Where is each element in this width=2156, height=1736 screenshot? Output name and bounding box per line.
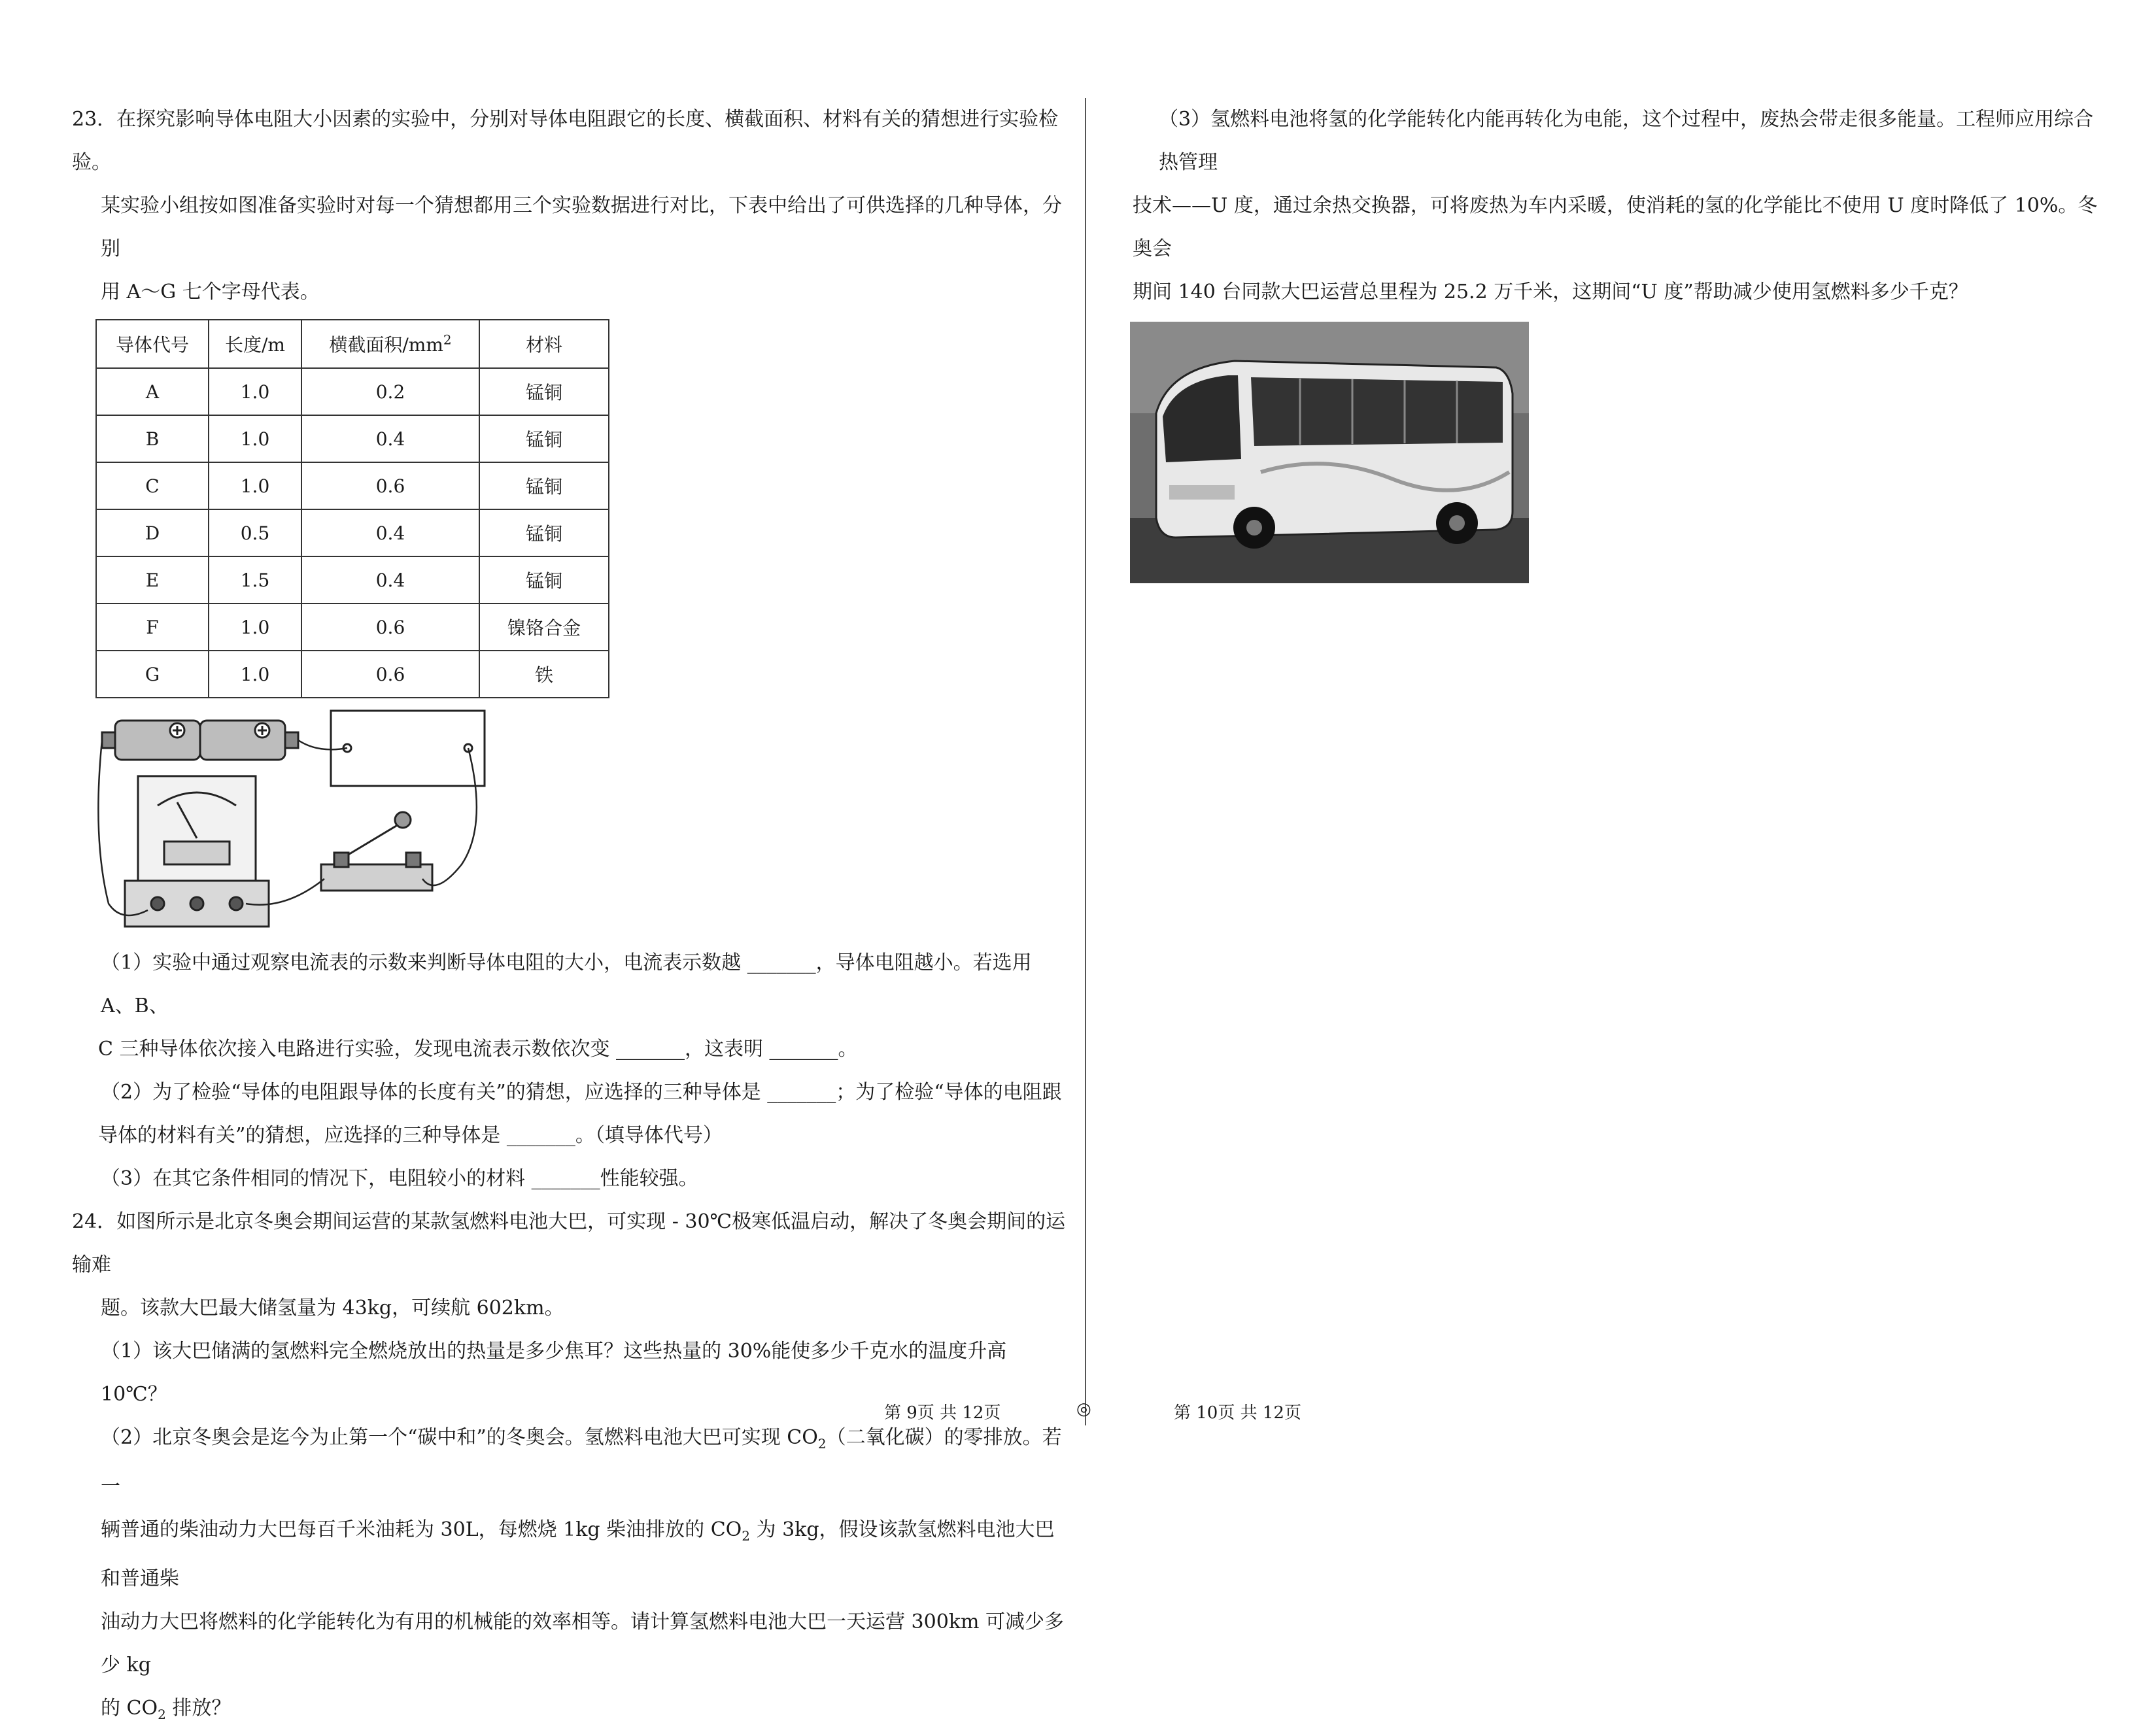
table-row [96,415,609,462]
table-cell: 锰铜 [479,462,609,509]
subscript: 2 [742,1528,750,1544]
table-cell: 1.0 [209,368,301,415]
q24-sub-2c: 油动力大巴将燃料的化学能转化为有用的机械能的效率相等。请计算氢燃料电池大巴一天运营 300km 可减少多少 kg [101,1610,1064,1676]
table-row [96,556,609,604]
subscript: 2 [817,1436,827,1452]
q23-sub-2b: 导体的材料有关”的猜想，应选择的三种导体是 _______。（填导体代号） [98,1124,723,1147]
q23-sub-2a: （2）为了检验“导体的电阻跟导体的长度有关”的猜想，应选择的三种导体是 _______；为了检验“导体的电阻跟 [101,1081,1062,1104]
q24-sub-3c: 期间 140 台同款大巴运营总里程为 25.2 万千米，这期间“U 度”帮助减少使用氢燃料多少千克？ [1133,281,1968,303]
q23-sub-3: （3）在其它条件相同的情况下，电阻较小的材料 _______性能较强。 [101,1167,698,1190]
subscript: 2 [158,1707,166,1722]
table-cell: 锰铜 [479,368,609,415]
text: （二氧化碳）的零排放。若一 [101,1426,1062,1498]
table-cell: 0.4 [301,415,479,462]
table-cell: 锰铜 [479,556,609,604]
table-row [96,509,609,556]
table-cell: 1.0 [209,462,301,509]
table-header-text: 横截面积/mm [329,334,443,356]
page-number-right: 第 10页 共 12页 [1174,1403,1301,1423]
q24-sub-3a: （3）氢燃料电池将氢的化学能转化内能再转化为电能，这个过程中，废热会带走很多能量。工程师应用综合热管理 [1159,108,2094,174]
table-row [96,462,609,509]
bus-icon [1156,361,1513,549]
switch [321,812,432,891]
text: （2）北京冬奥会是迄今为止第一个“碳中和”的冬奥会。氢燃料电池大巴可实现 CO [101,1426,818,1449]
table-cell: 镍铬合金 [479,604,609,651]
battery-pack [102,721,298,760]
text: 为 3kg，假设该款氢燃料电池大巴和普通柴 [101,1518,1055,1590]
q23-sub-1b: C 三种导体依次接入电路进行实验，发现电流表示数依次变 _______，这表明 _______。 [98,1038,858,1061]
q24-sub-2b [72,1508,1066,1601]
table-cell: 锰铜 [479,509,609,556]
circuit-diagram [95,707,514,936]
table-cell: A [96,368,209,415]
text: 的 CO [101,1697,158,1720]
table-cell: 1.0 [209,415,301,462]
table-cell: 1.5 [209,556,301,604]
q24-sub-2a [72,1416,1066,1508]
superscript: 2 [443,332,452,348]
table-cell: 锰铜 [479,415,609,462]
page-divider [1085,98,1086,1425]
q24-sub-2d [72,1687,1066,1736]
right-page [1130,98,2098,583]
table-cell: G [96,651,209,698]
table-row [96,604,609,651]
q23-line-3: 用 A～G 七个字母代表。 [101,281,320,303]
table-header: 导体代号 [96,320,209,368]
q23-line-2: 某实验小组按如图准备实验时对每一个猜想都用三个实验数据进行对比，下表中给出了可供选择的几种导体，分别 [101,194,1062,260]
table-cell: 0.6 [301,604,479,651]
q24-line-1: 24．如图所示是北京冬奥会期间运营的某款氢燃料电池大巴，可实现 - 30℃极寒低温启动，解决了冬奥会期间的运输难 [72,1210,1066,1276]
table-cell: 0.5 [209,509,301,556]
table-header: 长度/m [209,320,301,368]
q23-sub-1a: （1）实验中通过观察电流表的示数来判断导体电阻的大小，电流表示数越 _______，导体电阻越小。若选用 A、B、 [101,951,1032,1017]
table-cell: C [96,462,209,509]
table-cell: 铁 [479,651,609,698]
table-cell: 0.4 [301,556,479,604]
table-cell: 0.2 [301,368,479,415]
table-header [301,320,479,368]
text: 排放？ [165,1697,231,1720]
table-cell: F [96,604,209,651]
table-row [96,368,609,415]
table-cell: 0.6 [301,462,479,509]
conductor-board [331,711,485,786]
bus-photo [1130,322,1529,583]
q24-line-2: 题。该款大巴最大储氢量为 43kg，可续航 602km。 [101,1297,564,1319]
table-cell: 1.0 [209,604,301,651]
table-cell: 0.6 [301,651,479,698]
q24-sub-3b: 技术——U 度，通过余热交换器，可将废热为车内采暖，使消耗的氢的化学能比不使用 U 度时降低了 10%。冬奥会 [1133,194,2098,260]
table-row [96,651,609,698]
table-cell: E [96,556,209,604]
q23-line-1: 23．在探究影响导体电阻大小因素的实验中，分别对导体电阻跟它的长度、横截面积、材料有关的猜想进行实验检验。 [72,108,1059,174]
table-cell: B [96,415,209,462]
table-header-row [96,320,609,368]
center-mark: ◎ [1076,1399,1091,1419]
conductor-table [95,319,609,698]
table-header: 材料 [479,320,609,368]
text: 辆普通的柴油动力大巴每百千米油耗为 30L，每燃烧 1kg 柴油排放的 CO [101,1518,742,1541]
table-cell: 1.0 [209,651,301,698]
q24-sub-1: （1）该大巴储满的氢燃料完全燃烧放出的热量是多少焦耳？这些热量的 30%能使多少千克水的温度升高 10℃？ [101,1340,1007,1406]
left-page [72,98,1066,1736]
table-cell: D [96,509,209,556]
table-cell: 0.4 [301,509,479,556]
page-number-left: 第 9页 共 12页 [884,1403,1001,1423]
